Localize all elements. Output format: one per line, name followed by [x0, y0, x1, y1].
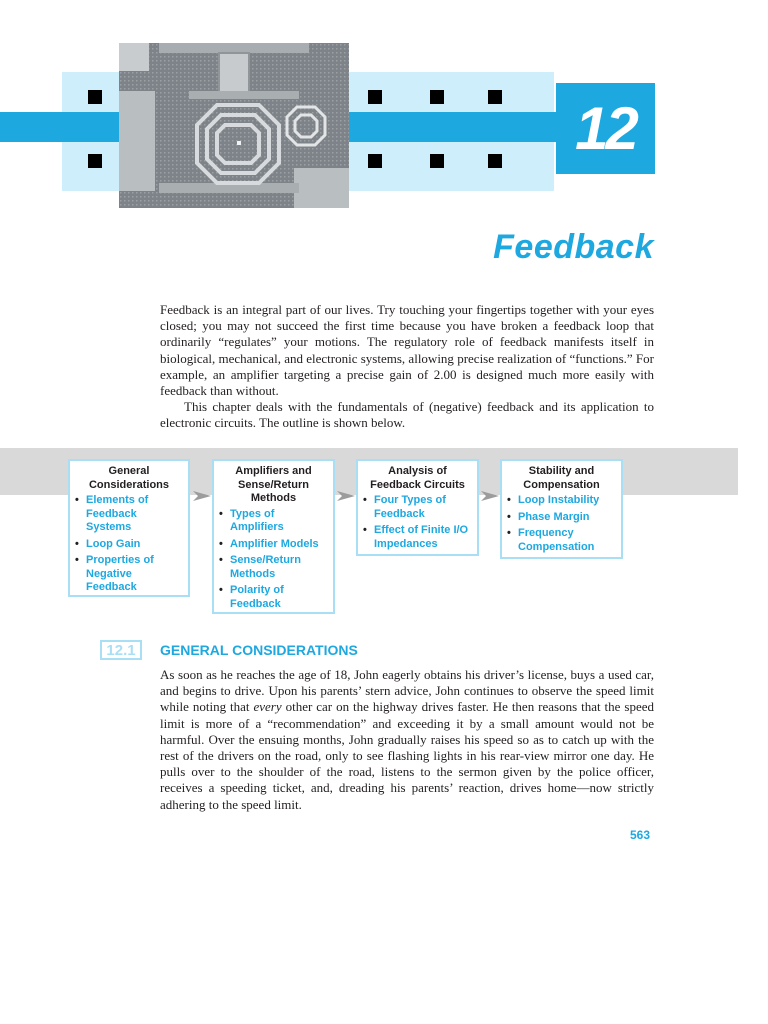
decor-square: [488, 154, 502, 168]
outline-item: • Amplifier Models: [218, 538, 329, 552]
outline-item: • Frequency Compensation: [506, 527, 617, 554]
outline-item: • Polarity of Feedback: [218, 584, 329, 611]
outline-item: • Four Types of Feedback: [362, 494, 473, 521]
outline-item: • Properties of Negative Feedback: [74, 554, 184, 595]
chapter-title: Feedback: [493, 228, 654, 266]
page-number: 563: [630, 828, 651, 842]
outline-item: • Loop Gain: [74, 538, 184, 552]
outline-box-analysis: [356, 459, 479, 556]
arrow-right-icon: [481, 489, 499, 503]
chip-micrograph-image: [119, 43, 349, 208]
outline-item: • Phase Margin: [506, 511, 617, 525]
body-text-emphasis: every: [253, 699, 282, 715]
decor-square: [88, 90, 102, 104]
decor-square: [368, 154, 382, 168]
intro-paragraph-1: Feedback is an integral part of our lives. Try touching your fingertips together with your eyes closed; you may not succeed the first time because you have broken a feedback loop that ordinarily “regulates” your motions. The regulatory role of feedback manifests itself in biological, mechanical, and electronic systems, allowing precise realization of “functions.” For example, an amplifier targeting a precise gain of 2.00 is designed much more easily with feedback than without.: [160, 302, 654, 399]
decor-square: [368, 90, 382, 104]
outline-box-stability: [500, 459, 623, 559]
outline-box-amplifiers: [212, 459, 335, 614]
outline-box-title: General Considerations: [88, 465, 170, 491]
decor-square: [488, 90, 502, 104]
body-text-part: other car on the highway drives faster. He then reasons that the speed limit is more of a “recommendation” and exceeding it by a small amount would not be harmful. Over the ensuing months, John gradually raises his speed so as to catch up with the rest of the drivers on the road, only to see flashing lights in his rear-view mirror one day. He pulls over to the shoulder of the road, listens to the sermon given by the police officer, receives a speeding ticket, and, dreading his parents’ reaction, drives home—now strictly adhering to the speed limit.: [160, 699, 654, 812]
section-title: GENERAL CONSIDERATIONS: [160, 642, 358, 658]
arrow-right-icon: [193, 489, 211, 503]
outline-box-general: [68, 459, 190, 597]
outline-box-title: Stability and Compensation: [523, 465, 600, 491]
outline-item: • Loop Instability: [506, 494, 617, 508]
outline-box-title: Analysis of Feedback Circuits: [370, 465, 465, 491]
decor-square: [88, 154, 102, 168]
outline-item: • Types of Amplifiers: [218, 508, 329, 535]
body-text-part: As soon as he reaches the age of 18, John eagerly obtains his driver’s license, buys a used car, and begins to drive. Upon his parents’ stern advice, John continues to observe the speed limit while noting that: [160, 667, 654, 715]
intro-paragraph-2: This chapter deals with the fundamentals of (negative) feedback and its application to electronic circuits. The outline is shown below.: [160, 399, 654, 431]
outline-item: • Elements of Feedback Systems: [74, 494, 184, 535]
section-number: 12.1: [100, 640, 142, 660]
decor-square: [430, 90, 444, 104]
intro-text: [160, 302, 654, 432]
section-body-text: [160, 667, 654, 813]
outline-box-title: Amplifiers and Sense/Return Methods: [235, 465, 312, 504]
outline-item: • Effect of Finite I/O Impedances: [362, 524, 473, 551]
outline-item: • Sense/Return Methods: [218, 554, 329, 581]
chapter-number: 12: [556, 83, 655, 174]
arrow-right-icon: [337, 489, 355, 503]
decor-square: [430, 154, 444, 168]
